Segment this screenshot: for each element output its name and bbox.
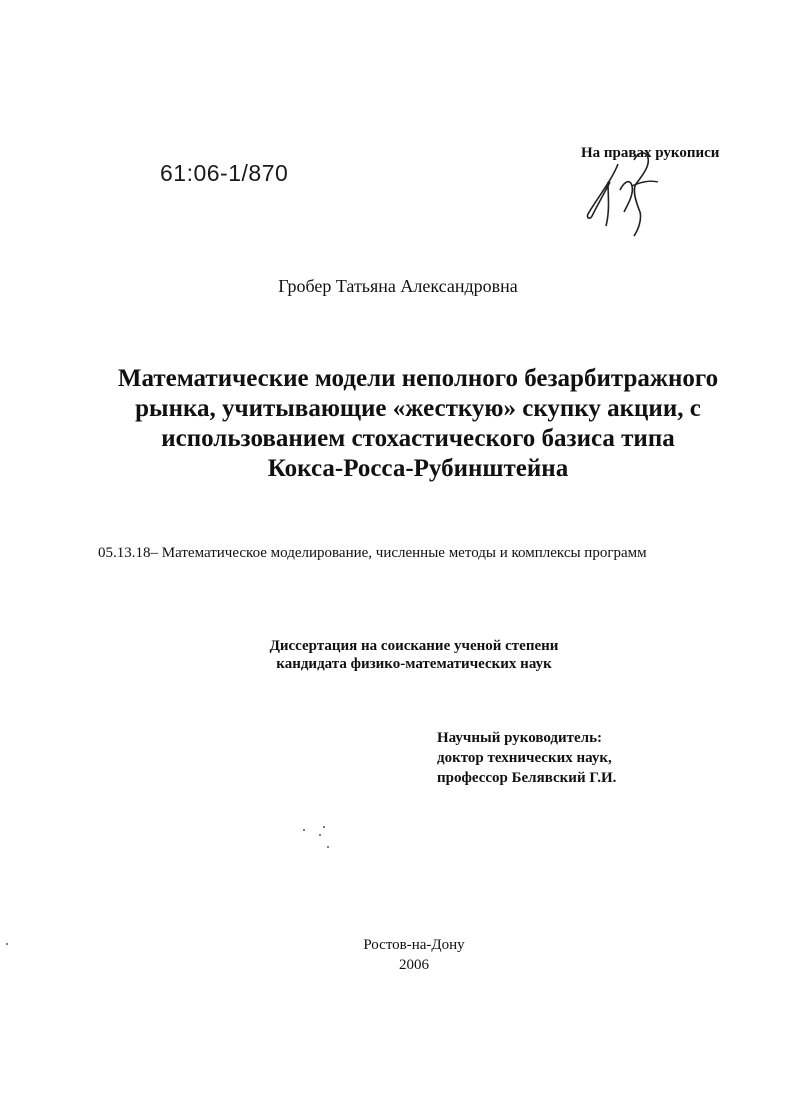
- handwritten-signature: [578, 142, 668, 242]
- title-line: рынка, учитывающие «жесткую» скупку акции, с: [135, 395, 701, 422]
- catalog-number: 61:06-1/870: [160, 160, 289, 186]
- manuscript-rights-note: На правах рукописи: [581, 145, 720, 161]
- scan-speck: [323, 826, 325, 828]
- dissertation-title: [0, 364, 796, 484]
- supervisor-line: доктор технических наук,: [437, 750, 612, 766]
- year: 2006: [399, 957, 429, 973]
- degree-statement: [0, 637, 796, 673]
- specialty-code: 05.13.18– Математическое моделирование, численные методы и комплексы программ: [98, 545, 647, 561]
- title-line: использованием стохастического базиса типа: [161, 425, 675, 452]
- publication-place-year: [0, 935, 796, 975]
- scan-speck: [303, 829, 305, 831]
- scientific-supervisor: [437, 728, 616, 788]
- title-line: Математические модели неполного безарбитражного: [117, 365, 719, 392]
- author-name: Гробер Татьяна Александровна: [278, 276, 518, 296]
- degree-line: Диссертация на соискание ученой степени: [269, 638, 559, 654]
- supervisor-line: профессор Белявский Г.И.: [437, 770, 617, 786]
- degree-line: кандидата физико-математических наук: [276, 656, 552, 672]
- city: Ростов-на-Дону: [363, 937, 465, 953]
- scan-speck: [327, 846, 329, 848]
- title-line: Кокса-Росса-Рубинштейна: [267, 455, 569, 482]
- scan-speck: [319, 834, 321, 836]
- supervisor-line: Научный руководитель:: [437, 730, 602, 746]
